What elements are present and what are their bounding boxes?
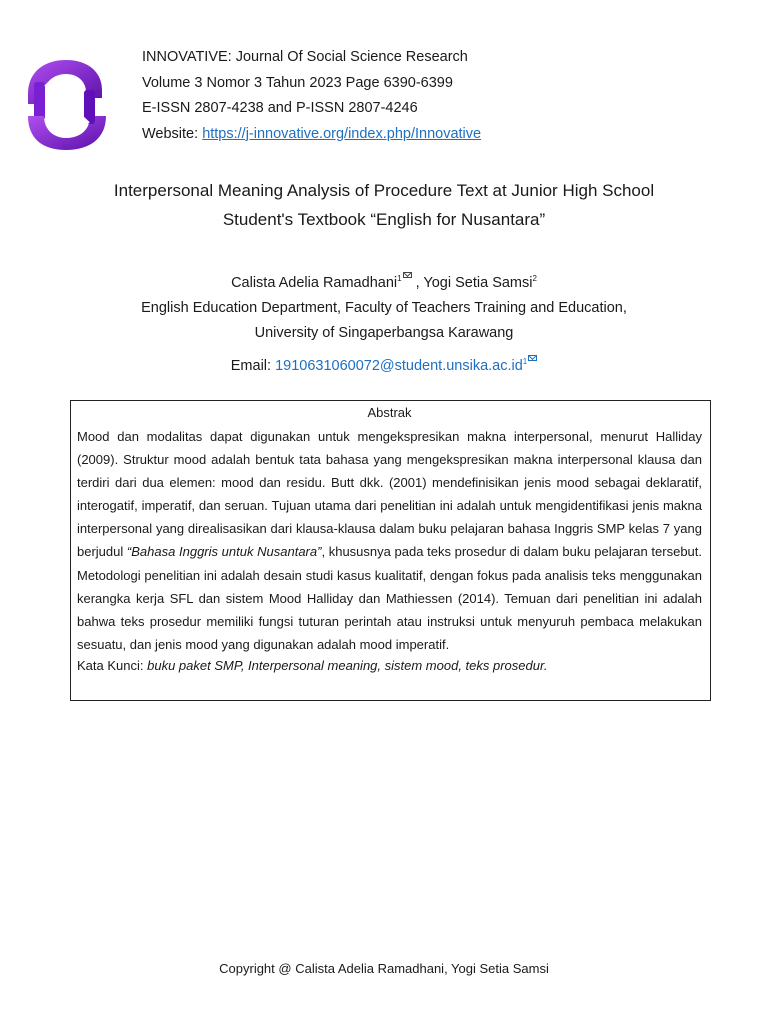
abstract-book-title: “Bahasa Inggris untuk Nusantara” [126, 544, 322, 560]
affiliation-line-1: English Education Department, Faculty of Teachers Training and Education, [141, 299, 627, 316]
author-2-sup: 2 [532, 274, 537, 283]
journal-name: INNOVATIVE: Journal Of Social Science Research [142, 49, 468, 65]
abstract-box [70, 400, 711, 701]
author-block [0, 266, 768, 379]
email-link[interactable]: 1910631060072@student.unsika.ac.id [275, 357, 523, 374]
author-2-name: Yogi Setia Samsi [423, 274, 533, 291]
abstract-text-part-2: , khususnya pada teks prosedur di dalam buku pelajaran tersebut. Metodologi penelitian ini adalah desain studi kasus kualitatif, dengan fokus pada analisis teks menggunakan kerangka kerja SFL dan sistem Mood Halliday dan Mathiessen (2014). Temuan dari penelitian ini adalah bahwa teks prosedur memiliki fungsi tuturan perintah atau instruksi untuk menyuruh pembaca melakukan sesuatu, dan jenis mood yang digunakan adalah mood imperatif. [77, 544, 702, 652]
journal-header [142, 45, 481, 147]
paper-title-line-1: Interpersonal Meaning Analysis of Procedure Text at Junior High School [113, 181, 655, 200]
email-line [0, 349, 768, 379]
keywords-line [77, 656, 702, 676]
journal-issn: E-ISSN 2807-4238 and P-ISSN 2807-4246 [142, 100, 418, 116]
copyright-footer: Copyright @ Calista Adelia Ramadhani, Yogi Setia Samsi [219, 961, 549, 976]
envelope-icon[interactable] [528, 355, 537, 361]
email-label: Email: [230, 357, 276, 374]
website-label: Website: [142, 125, 203, 142]
journal-volume: Volume 3 Nomor 3 Tahun 2023 Page 6390-6399 [142, 74, 453, 91]
journal-website [142, 122, 481, 148]
paper-title [0, 176, 768, 234]
email-sup: 1 [522, 356, 528, 366]
author-1-name: Calista Adelia Ramadhani [231, 274, 398, 291]
website-link[interactable]: https://j-innovative.org/index.php/Innovative [202, 125, 482, 142]
abstract-text [77, 425, 702, 656]
abstract-text-part-1: Mood dan modalitas dapat digunakan untuk mengekspresikan makna interpersonal, menurut Halliday (2009). Struktur mood adalah bentuk tata bahasa yang mengekspresikan makna interpersonal klausa dan terdiri dari dua elemen: mood dan residu. Butt dkk. (2001) mendefinisikan jenis mood sebagai deklaratif, interogatif, imperatif, dan seruan. Tujuan utama dari penelitian ini adalah untuk mengidentifikasi jenis makna interpersonal yang direalisasikan dari klausa-klausa dalam buku pelajaran bahasa Inggris SMP kelas 7 yang berjudul [77, 429, 702, 560]
author-line [0, 266, 768, 296]
affiliation-line-2: University of Singaperbangsa Karawang [254, 324, 514, 341]
author-separator: , [411, 274, 424, 291]
abstract-heading: Abstrak [367, 405, 412, 420]
keywords-values: buku paket SMP, Interpersonal meaning, sistem mood, teks prosedur. [147, 657, 548, 673]
author-1-sup: 1 [397, 274, 402, 283]
paper-title-line-2: Student's Textbook “English for Nusantara” [222, 210, 546, 229]
keywords-label: Kata Kunci: [77, 657, 148, 673]
envelope-icon[interactable] [403, 272, 412, 278]
innovative-logo-icon [22, 54, 110, 154]
